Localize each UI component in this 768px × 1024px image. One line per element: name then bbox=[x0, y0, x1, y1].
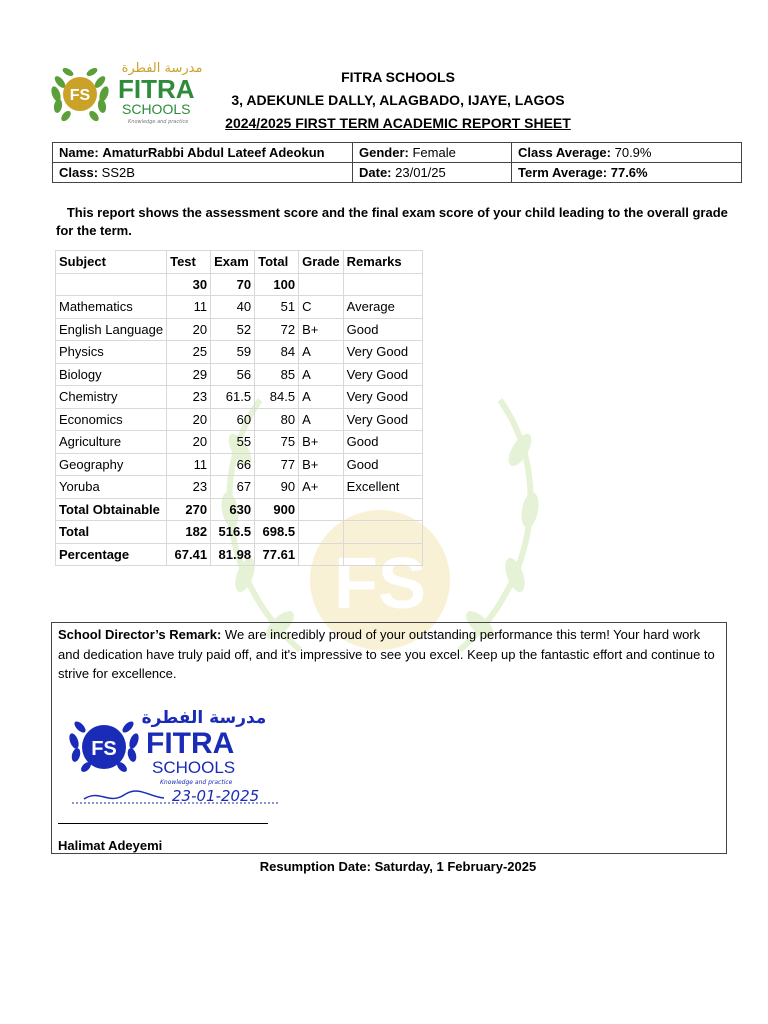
remark-cell: Very Good bbox=[343, 408, 422, 431]
summary-row bbox=[56, 543, 423, 566]
subject-cell: Chemistry bbox=[56, 386, 167, 409]
test-score-cell: 67.41 bbox=[167, 543, 211, 566]
total-score-cell: 900 bbox=[255, 498, 299, 521]
term-average-cell: Term Average: 77.6% bbox=[512, 163, 742, 183]
subject-cell: English Language bbox=[56, 318, 167, 341]
date-cell: Date: 23/01/25 bbox=[353, 163, 512, 183]
stamp-arabic: مدرسة الفطرة bbox=[141, 708, 267, 728]
max-total: 100 bbox=[255, 273, 299, 296]
remark-cell: Good bbox=[343, 318, 422, 341]
subject-row bbox=[56, 318, 423, 341]
subject-row bbox=[56, 386, 423, 409]
subject-row bbox=[56, 296, 423, 319]
grade-cell: A bbox=[299, 386, 344, 409]
logo-arabic: مدرسة الفطرة bbox=[121, 61, 203, 76]
test-score-cell: 29 bbox=[167, 363, 211, 386]
test-score-cell: 11 bbox=[167, 296, 211, 319]
remark-cell: Good bbox=[343, 431, 422, 454]
date-value: 23/01/25 bbox=[395, 165, 446, 180]
signature-line bbox=[58, 823, 268, 824]
grade-cell: A bbox=[299, 363, 344, 386]
class-average-cell: Class Average: 70.9% bbox=[512, 143, 742, 163]
grade-cell: C bbox=[299, 296, 344, 319]
total-score-cell: 84.5 bbox=[255, 386, 299, 409]
remark-label: School Director’s Remark: bbox=[58, 627, 222, 642]
stamp-sub: SCHOOLS bbox=[152, 758, 236, 777]
grade-cell: B+ bbox=[299, 453, 344, 476]
remark-cell: Excellent bbox=[343, 476, 422, 499]
subject-cell: Biology bbox=[56, 363, 167, 386]
exam-score-cell: 59 bbox=[211, 341, 255, 364]
student-name: AmaturRabbi Abdul Lateef Adeokun bbox=[102, 145, 325, 160]
exam-score-cell: 630 bbox=[211, 498, 255, 521]
class-average-value: 70.9% bbox=[614, 145, 652, 160]
stamp-tagline: Knowledge and practice bbox=[160, 779, 233, 786]
remark-cell: Good bbox=[343, 453, 422, 476]
logo-tagline: Knowledge and practice bbox=[128, 119, 189, 125]
class-cell: Class: SS2B bbox=[53, 163, 353, 183]
grade-cell: A bbox=[299, 341, 344, 364]
class-value: SS2B bbox=[101, 165, 135, 180]
subject-cell: Physics bbox=[56, 341, 167, 364]
subject-row bbox=[56, 453, 423, 476]
test-score-cell: 20 bbox=[167, 408, 211, 431]
stamp-name: FITRA bbox=[146, 727, 235, 760]
subject-cell: Yoruba bbox=[56, 476, 167, 499]
grades-header-row bbox=[56, 251, 423, 274]
subject-cell: Total bbox=[56, 521, 167, 544]
grade-cell: B+ bbox=[299, 431, 344, 454]
report-intro: This report shows the assessment score and the final exam score of your child leading to the overall grade for the term. bbox=[56, 205, 728, 238]
director-remark bbox=[58, 625, 720, 684]
total-score-cell: 72 bbox=[255, 318, 299, 341]
exam-score-cell: 66 bbox=[211, 453, 255, 476]
test-score-cell: 11 bbox=[167, 453, 211, 476]
remark-cell bbox=[343, 498, 422, 521]
total-score-cell: 75 bbox=[255, 431, 299, 454]
test-score-cell: 20 bbox=[167, 431, 211, 454]
test-score-cell: 270 bbox=[167, 498, 211, 521]
grades-table bbox=[55, 250, 423, 566]
student-info-table bbox=[52, 142, 742, 183]
subject-row bbox=[56, 476, 423, 499]
total-score-cell: 77 bbox=[255, 453, 299, 476]
exam-score-cell: 56 bbox=[211, 363, 255, 386]
exam-score-cell: 60 bbox=[211, 408, 255, 431]
test-score-cell: 23 bbox=[167, 386, 211, 409]
exam-score-cell: 52 bbox=[211, 318, 255, 341]
total-score-cell: 85 bbox=[255, 363, 299, 386]
total-score-cell: 80 bbox=[255, 408, 299, 431]
exam-score-cell: 81.98 bbox=[211, 543, 255, 566]
col-header-grade: Grade bbox=[299, 251, 344, 274]
col-header-exam: Exam bbox=[211, 251, 255, 274]
total-score-cell: 698.5 bbox=[255, 521, 299, 544]
grade-cell: A bbox=[299, 408, 344, 431]
exam-score-cell: 40 bbox=[211, 296, 255, 319]
logo-name: FITRA bbox=[118, 74, 195, 104]
stamp-initials: FS bbox=[91, 738, 117, 760]
exam-score-cell: 516.5 bbox=[211, 521, 255, 544]
summary-row bbox=[56, 498, 423, 521]
info-row bbox=[53, 163, 742, 183]
school-logo bbox=[46, 54, 206, 126]
subject-cell: Mathematics bbox=[56, 296, 167, 319]
subject-cell: Total Obtainable bbox=[56, 498, 167, 521]
total-score-cell: 77.61 bbox=[255, 543, 299, 566]
grade-cell: A+ bbox=[299, 476, 344, 499]
remark-cell bbox=[343, 543, 422, 566]
remark-cell: Very Good bbox=[343, 363, 422, 386]
col-header-remarks: Remarks bbox=[343, 251, 422, 274]
remark-cell: Very Good bbox=[343, 386, 422, 409]
test-score-cell: 23 bbox=[167, 476, 211, 499]
test-score-cell: 20 bbox=[167, 318, 211, 341]
logo-initials: FS bbox=[69, 87, 91, 104]
gender-cell: Gender: Female bbox=[353, 143, 512, 163]
total-score-cell: 51 bbox=[255, 296, 299, 319]
signatory-name: Halimat Adeyemi bbox=[58, 838, 163, 853]
resumption-date: Resumption Date: Saturday, 1 February-2025 bbox=[259, 859, 537, 874]
grade-cell bbox=[299, 498, 344, 521]
watermark-initials: FS bbox=[333, 544, 427, 624]
subject-row bbox=[56, 408, 423, 431]
subject-row bbox=[56, 431, 423, 454]
school-address: 3, ADEKUNLE DALLY, ALAGBADO, IJAYE, LAGOS bbox=[231, 92, 565, 108]
stamp-signature-icon bbox=[84, 791, 164, 799]
director-remark-box bbox=[51, 622, 727, 854]
subject-row bbox=[56, 341, 423, 364]
exam-score-cell: 67 bbox=[211, 476, 255, 499]
report-title: 2024/2025 FIRST TERM ACADEMIC REPORT SHEET bbox=[225, 115, 571, 131]
test-score-cell: 182 bbox=[167, 521, 211, 544]
max-test: 30 bbox=[167, 273, 211, 296]
student-name-cell: Name: AmaturRabbi Abdul Lateef Adeokun bbox=[53, 143, 353, 163]
remark-cell: Average bbox=[343, 296, 422, 319]
max-exam: 70 bbox=[211, 273, 255, 296]
gender-value: Female bbox=[412, 145, 456, 160]
remark-text: We are incredibly proud of your outstanding performance this term! Your hard work and dedication have truly paid off, and it's impressive to see you excel. Keep up the fantastic effort and continue to strive for excellence. bbox=[58, 627, 715, 681]
grade-cell: B+ bbox=[299, 318, 344, 341]
school-stamp bbox=[64, 701, 288, 811]
exam-score-cell: 61.5 bbox=[211, 386, 255, 409]
total-score-cell: 84 bbox=[255, 341, 299, 364]
term-average-value: 77.6% bbox=[610, 165, 648, 180]
test-score-cell: 25 bbox=[167, 341, 211, 364]
grade-cell bbox=[299, 521, 344, 544]
col-header-total: Total bbox=[255, 251, 299, 274]
subject-cell: Percentage bbox=[56, 543, 167, 566]
subject-cell: Geography bbox=[56, 453, 167, 476]
subject-cell: Economics bbox=[56, 408, 167, 431]
subject-cell: Agriculture bbox=[56, 431, 167, 454]
col-header-subject: Subject bbox=[56, 251, 167, 274]
info-row bbox=[53, 143, 742, 163]
col-header-test: Test bbox=[167, 251, 211, 274]
max-score-row bbox=[56, 273, 423, 296]
logo-sub: SCHOOLS bbox=[122, 101, 191, 117]
exam-score-cell: 55 bbox=[211, 431, 255, 454]
remark-cell bbox=[343, 521, 422, 544]
total-score-cell: 90 bbox=[255, 476, 299, 499]
school-name: FITRA SCHOOLS bbox=[341, 69, 455, 85]
stamp-date: 23-01-2025 bbox=[172, 787, 260, 805]
subject-row bbox=[56, 363, 423, 386]
grade-cell bbox=[299, 543, 344, 566]
remark-cell: Very Good bbox=[343, 341, 422, 364]
summary-row bbox=[56, 521, 423, 544]
